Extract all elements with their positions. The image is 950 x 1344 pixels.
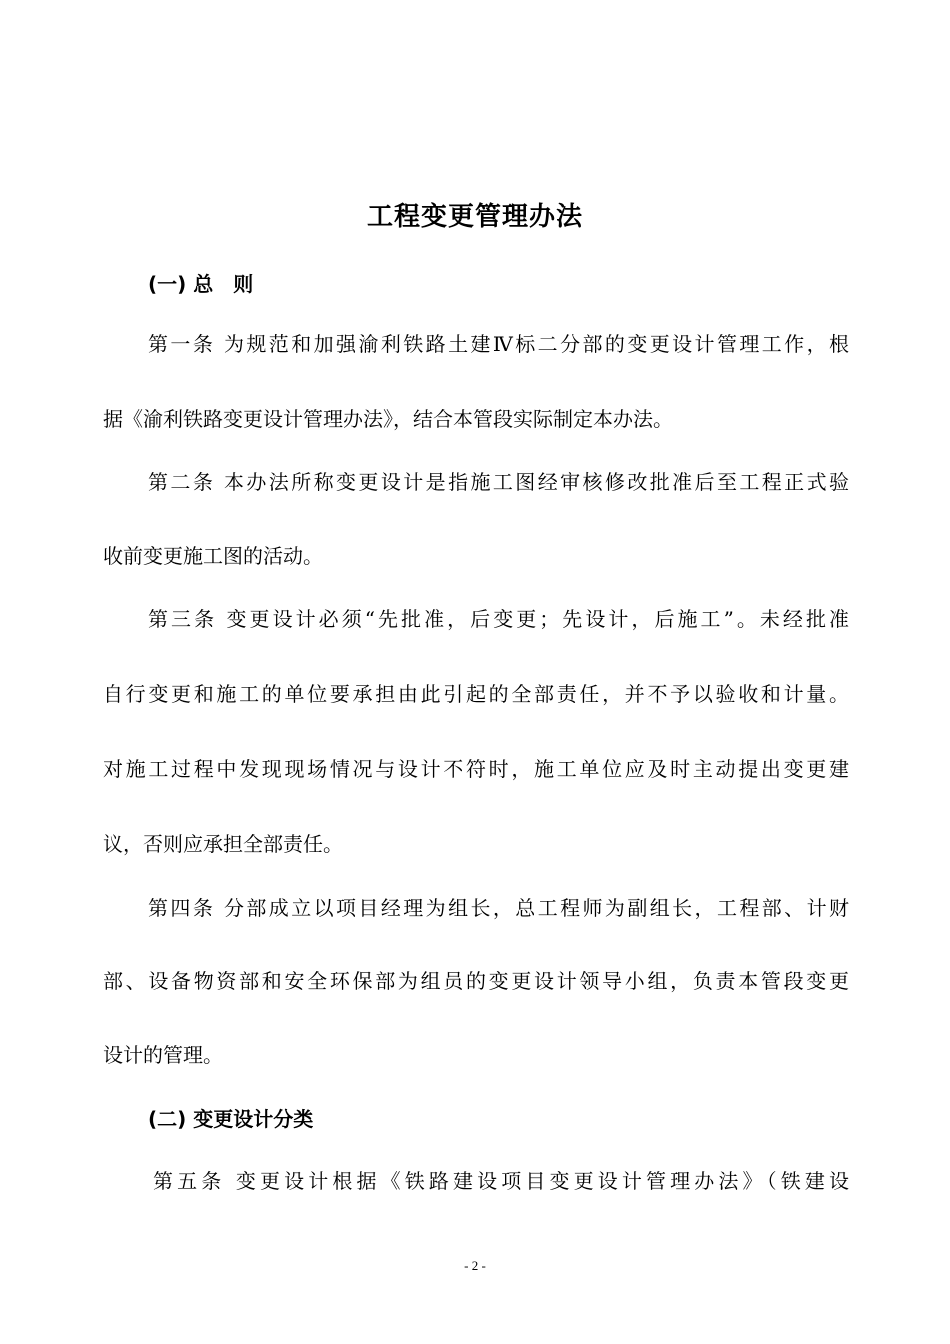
- article-3-line-3: 对施工过程中发现现场情况与设计不符时，施工单位应及时主动提出变更建: [103, 757, 849, 781]
- article-3-line-2: 自行变更和施工的单位要承担由此引起的全部责任，并不予以验收和计量。: [103, 682, 849, 706]
- article-2-line-2: 收前变更施工图的活动。: [103, 544, 323, 568]
- article-1-line-2: 据《渝利铁路变更设计管理办法》，结合本管段实际制定本办法。: [103, 407, 673, 431]
- article-3-line-1: 第三条 变更设计必须“先批准，后变更；先设计，后施工”。未经批准: [148, 607, 849, 631]
- article-4-line-1: 第四条 分部成立以项目经理为组长，总工程师为副组长，工程部、计财: [148, 896, 849, 920]
- article-4-line-2: 部、设备物资部和安全环保部为组员的变更设计领导小组，负责本管段变更: [103, 969, 849, 993]
- section-heading-general: (一) 总 则: [148, 272, 254, 296]
- article-5-line-1: 第五条 变更设计根据《铁路建设项目变更设计管理办法》（铁建设: [153, 1169, 849, 1193]
- page-number: - 2 -: [464, 1258, 486, 1273]
- article-2-line-1: 第二条 本办法所称变更设计是指施工图经审核修改批准后至工程正式验: [148, 470, 849, 494]
- document-title: 工程变更管理办法: [366, 202, 583, 232]
- article-4-line-3: 设计的管理。: [103, 1043, 223, 1067]
- section-heading-classification: (二) 变更设计分类: [148, 1107, 314, 1131]
- article-3-line-4: 议，否则应承担全部责任。: [103, 832, 343, 856]
- article-1-line-1: 第一条 为规范和加强渝利铁路土建Ⅳ标二分部的变更设计管理工作，根: [148, 332, 849, 356]
